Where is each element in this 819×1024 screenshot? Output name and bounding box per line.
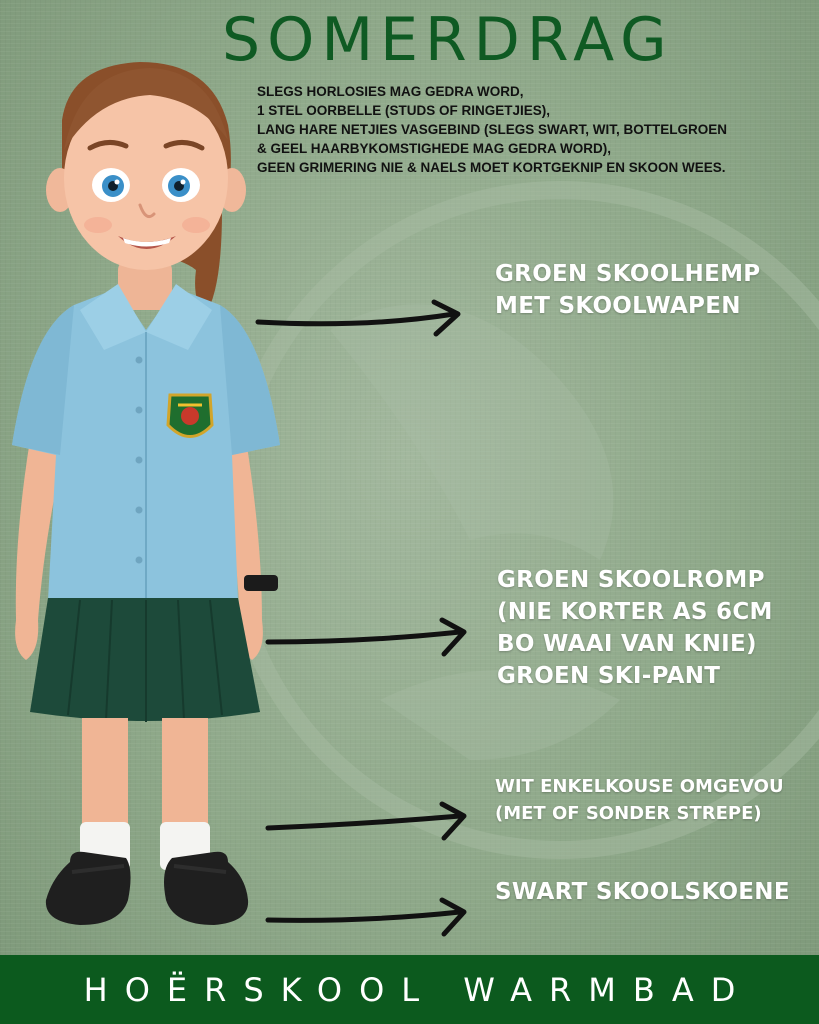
- shirt-label-line: MET SKOOLWAPEN: [495, 293, 741, 319]
- page-title: SOMERDRAG: [222, 5, 674, 75]
- shoes-label: [495, 876, 790, 908]
- rule-item: & GEEL HAARBYKOMSTIGHEDE MAG GEDRA WORD),: [257, 141, 612, 156]
- rules-list: [257, 82, 817, 177]
- skirt-label: [497, 564, 773, 692]
- schoolgirl-illustration: [0, 60, 300, 940]
- rule-item: LANG HARE NETJIES VASGEBIND (SLEGS SWART, WIT, BOTTELGROEN: [257, 122, 728, 137]
- rule-item: SLEGS HORLOSIES MAG GEDRA WORD,: [257, 84, 524, 99]
- shirt-label: [495, 258, 760, 322]
- shoes-label-line: SWART SKOOLSKOENE: [495, 879, 790, 905]
- rule-item: GEEN GRIMERING NIE & NAELS MOET KORTGEKNIP EN SKOON WEES.: [257, 160, 726, 175]
- arrow-right-icon: [256, 300, 466, 350]
- arrow-right-icon: [266, 896, 472, 940]
- socks-label: [495, 773, 784, 827]
- footer-banner: [0, 955, 819, 1024]
- socks-label-line: WIT ENKELKOUSE OMGEVOU: [495, 776, 784, 797]
- shirt-label-line: GROEN SKOOLHEMP: [495, 261, 761, 287]
- school-name: HOËRSKOOL WARMBAD: [83, 970, 753, 1009]
- school-crest-icon: [168, 395, 212, 437]
- skirt-label-line: GROEN SKI-PANT: [497, 663, 721, 689]
- rule-item: 1 STEL OORBELLE (STUDS OF RINGETJIES),: [257, 103, 551, 118]
- skirt-label-line: GROEN SKOOLROMP: [497, 567, 765, 593]
- arrow-right-icon: [266, 800, 472, 844]
- skirt-label-line: (NIE KORTER AS 6CM: [497, 599, 773, 625]
- arrow-right-icon: [266, 618, 472, 666]
- skirt-label-line: BO WAAI VAN KNIE): [497, 631, 757, 657]
- socks-label-line: (MET OF SONDER STREPE): [495, 803, 762, 824]
